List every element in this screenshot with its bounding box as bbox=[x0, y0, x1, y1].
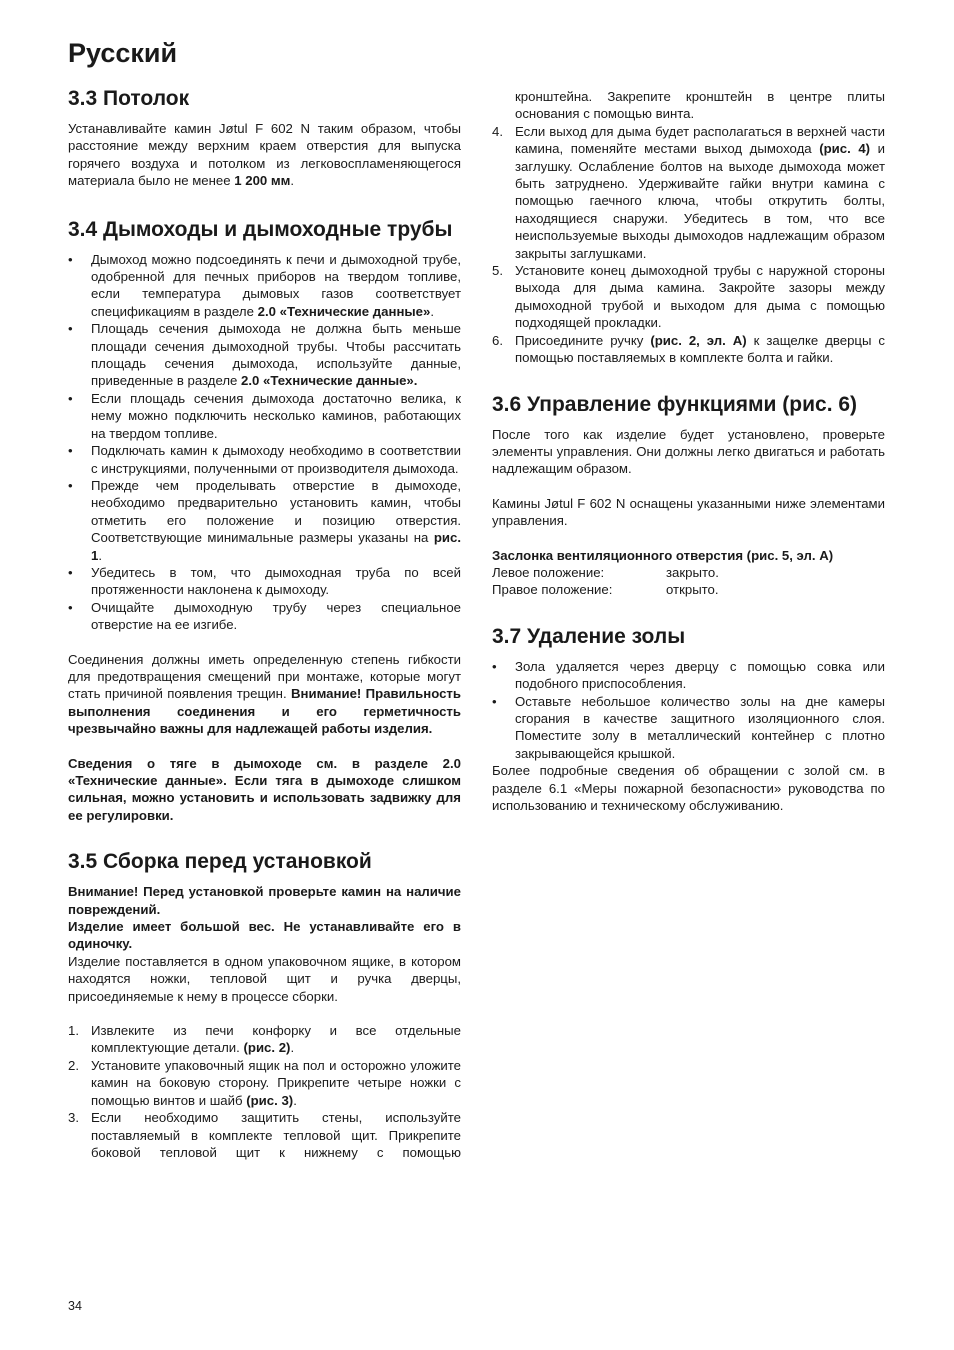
assembly-steps-list bbox=[68, 1022, 461, 1161]
list-item: • Площадь сечения дымохода не должна быть меньше площади сечения дымоходной трубы. Чтобы рассчитать площадь сечения дымохода, используйте данные, приведенные в разделе 2.0 «Технические данные». bbox=[68, 321, 461, 389]
connection-paragraph: Соединения должны иметь определенную степень гибкости для предотвращения смещений при монтаже, которые могут стать причиной появления трещин. Внимание! Правильность выполнения соединения и его герметичность чрезвычайно важны для надлежащей работы изделия. bbox=[68, 651, 461, 737]
chimney-bullet-list bbox=[68, 251, 461, 634]
list-item: • Оставьте небольшое количество золы на дне камеры сгорания в качестве защитного изоляционного слоя. Поместите золу в металлический контейнер с плотно закрывающейся крышкой. bbox=[492, 693, 885, 761]
controls-list-intro: Камины Jøtul F 602 N оснащены указанными ниже элементами управления. bbox=[492, 495, 885, 529]
list-item: кронштейна. Закрепите кронштейн в центре плиты основания с помощью винта. bbox=[515, 89, 885, 122]
bullet-marker: • bbox=[68, 599, 73, 615]
section-heading-ash-removal: 3.7 Удаление золы bbox=[492, 624, 686, 648]
page-number: 34 bbox=[68, 1299, 82, 1313]
list-item: 4. Если выход для дыма будет располагаться в верхней части камина, поменяйте местами выход дымохода (рис. 4) и заглушку. Ослабление болтов на выходе дымохода может быть затруднено. Удерживайте гайки внутри камина с помощью гаечного ключа, чтобы открутить болты, находящиеся снаружи. Убедитесь в том, что все неиспользуемые выходы дымоходов надлежащим образом закрыты заглушками. bbox=[492, 123, 885, 261]
bullet-marker: • bbox=[492, 693, 497, 709]
list-item: • Зола удаляется через дверцу с помощью совка или подобного приспособления. bbox=[492, 658, 885, 692]
bullet-marker: • bbox=[68, 321, 73, 337]
warning-damage: Внимание! Перед установкой проверьте камин на наличие повреждений. bbox=[68, 884, 461, 917]
bullet-marker: • bbox=[68, 251, 73, 267]
list-item: 3. Если необходимо защитить стены, используйте поставляемый в комплекте тепловой щит. Прикрепите боковой тепловой щит к нижнему с помощью bbox=[68, 1110, 461, 1160]
list-item: • Если площадь сечения дымохода достаточно велика, к нему можно подключить несколько каминов, работающих на твердом топливе. bbox=[68, 390, 461, 441]
bullet-marker: • bbox=[68, 390, 73, 406]
ash-paragraph: Более подробные сведения об обращении с золой см. в разделе 6.1 «Меры пожарной безопасности» руководства по использованию и техническому обслуживанию. bbox=[492, 763, 885, 813]
assembly-steps-continued bbox=[492, 88, 885, 367]
package-paragraph: Изделие поставляется в одном упаковочном ящике, в котором находятся ножки, тепловой щит и ручка дверцы, присоединяемые к нему в процессе сборки. bbox=[68, 953, 461, 1004]
ceiling-paragraph: Устанавливайте камин Jøtul F 602 N таким образом, чтобы расстояние между верхним краем отверстия для выпуска горячего воздуха и потолком из легковоспламеняющегося материала было не менее 1 200 мм. bbox=[68, 121, 461, 189]
list-item: 2. Установите упаковочный ящик на пол и осторожно уложите камин на боковую сторону. Прикрепите четыре ножки с помощью винтов и шайб (рис. 3). bbox=[68, 1057, 461, 1108]
list-item: • Прежде чем проделывать отверстие в дымоходе, необходимо предварительно установить камин, чтобы отметить его положение и позицию отверстия. Соответствующие минимальные размеры указаны на рис. 1. bbox=[68, 477, 461, 563]
list-item: • Подключать камин к дымоходу необходимо в соответствии с инструкциями, полученными от производителя дымохода. bbox=[68, 443, 461, 476]
draft-paragraph: Сведения о тяге в дымоходе см. в разделе 2.0 «Технические данные». Если тяга в дымоходе слишком сильная, можно установить и использовать задвижку для ее регулировки. bbox=[68, 755, 461, 823]
right-column bbox=[492, 88, 885, 814]
bullet-marker: • bbox=[68, 443, 73, 459]
list-item: 5. Установите конец дымоходной трубы с наружной стороны выхода для дыма камина. Закройте зазоры между дымоходной трубой и выходом для дыма с помощью подходящей прокладки. bbox=[492, 263, 885, 331]
ash-bullet-list bbox=[492, 658, 885, 762]
list-item: • Дымоход можно подсоединять к печи и дымоходной трубе, одобренной для печных приборов на твердом топливе, если температура дымовых газов соответствует спецификациям в разделе 2.0 «Технические данные». bbox=[68, 251, 461, 319]
list-item: • Убедитесь в том, что дымоходная труба по всей протяженности наклонена к дымоходу. bbox=[68, 564, 461, 598]
bullet-marker: • bbox=[492, 658, 497, 674]
section-heading-chimneys: 3.4 Дымоходы и дымоходные трубы bbox=[68, 217, 453, 241]
section-heading-controls: 3.6 Управление функциями (рис. 6) bbox=[492, 392, 858, 416]
bullet-marker: • bbox=[68, 564, 73, 580]
damper-position-right: Правое положение: открыто. bbox=[492, 582, 719, 598]
damper-position-left: Левое положение: закрыто. bbox=[492, 564, 719, 580]
bullet-marker: • bbox=[68, 477, 73, 493]
list-item: • Очищайте дымоходную трубу через специальное отверстие на ее изгибе. bbox=[68, 599, 461, 633]
page-title: Русский bbox=[68, 38, 178, 68]
left-column bbox=[68, 85, 461, 1161]
section-heading-ceiling: 3.3 Потолок bbox=[68, 87, 190, 110]
warning-weight: Изделие имеет большой вес. Не устанавливайте его в одиночку. bbox=[68, 919, 461, 952]
list-item: 6. Присоедините ручку (рис. 2, эл. A) к защелке дверцы с помощью поставляемых в комплекте болта и гайки. bbox=[492, 332, 885, 366]
section-heading-pre-assembly: 3.5 Сборка перед установкой bbox=[68, 850, 372, 874]
list-item: 1. Извлеките из печи конфорку и все отдельные комплектующие детали. (рис. 2). bbox=[68, 1023, 461, 1056]
damper-title: Заслонка вентиляционного отверстия (рис. 5, эл. A) bbox=[492, 547, 834, 563]
controls-paragraph: После того как изделие будет установлено, проверьте элементы управления. Они должны легко двигаться и работать надлежащим образом. bbox=[492, 426, 885, 477]
